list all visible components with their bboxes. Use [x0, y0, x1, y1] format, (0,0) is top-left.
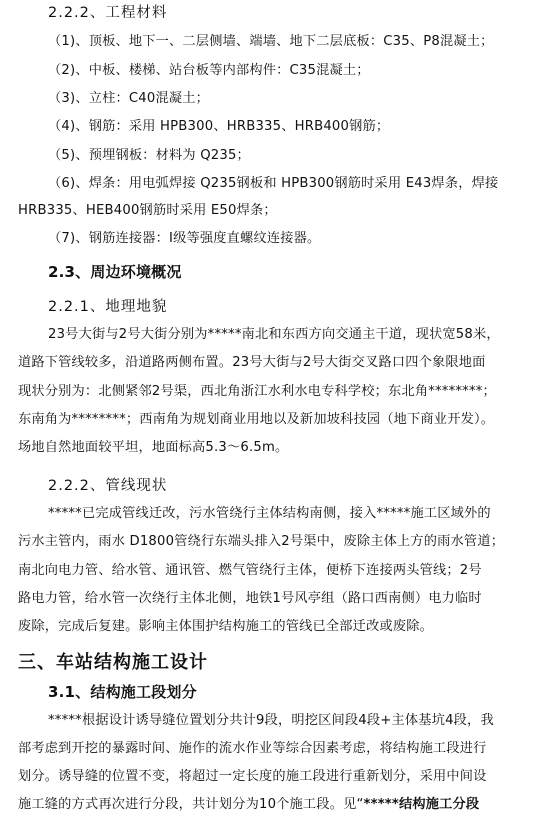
material-item-6: （6)、焊条：用电弧焊接 Q235钢板和 HPB300钢筋时采用 E43焊条，焊接: [48, 176, 499, 191]
paragraph-line: *****已完成管线迁改，污水管绕行主体结构南侧，接入*****施工区域外的: [48, 506, 491, 521]
paragraph-line: *****根据设计诱导缝位置划分共计9段，明挖区间段4段+主体基坑4段，我: [48, 713, 494, 728]
paragraph-line: 东南角为********；西南角为规划商业用地以及新加坡科技园（地下商业开发）。: [18, 412, 495, 427]
paragraph-line: 23号大街与2号大街分别为*****南北和东西方向交通主干道，现状宽58米，: [48, 327, 500, 342]
paragraph-line: 场地自然地面较平坦，地面标高5.3～6.5m。: [18, 440, 289, 455]
subsection-heading-pipelines: 2.2.2、管线现状: [48, 478, 168, 494]
material-item-2: （2)、中板、楼梯、站台板等内部构件：C35混凝土；: [48, 63, 370, 78]
paragraph-line-last: [0, 796, 547, 814]
section-heading-construction-segments: 3.1、结构施工段划分: [48, 683, 197, 701]
section-heading-materials: 2.2.2、工程材料: [48, 5, 168, 21]
paragraph-line: 部考虑到开挖的暴露时间、施作的流水作业等综合因素考虑，将结构施工段进行: [18, 741, 487, 756]
material-item-7: （7)、钢筋连接器：Ⅰ级等强度直螺纹连接器。: [48, 231, 321, 246]
chapter-heading-structure-design: 三、车站结构施工设计: [18, 652, 208, 673]
material-item-6-cont: HRB335、HEB400钢筋时采用 E50焊条；: [18, 203, 277, 218]
material-item-4: （4)、钢筋：采用 HPB300、HRB335、HRB400钢筋；: [48, 119, 390, 134]
paragraph-line: 道路下管线较多，沿道路两侧布置。23号大街与2号大街交叉路口四个象限地面: [18, 355, 486, 370]
paragraph-line: 污水主管内，雨水 D1800管绕行东端头排入2号渠中，废除主体上方的雨水管道；: [18, 534, 505, 549]
section-heading-environment: 2.3、周边环境概况: [48, 263, 182, 281]
paragraph-line: 现状分别为：北侧紧邻2号渠，西北角浙江水利水电专科学校；东北角********；: [18, 384, 496, 399]
paragraph-line: 路电力管，给水管一次绕行主体北侧，地铁1号风亭组（路口西南侧）电力临时: [18, 591, 482, 606]
material-item-1: （1)、顶板、地下一、二层侧墙、端墙、地下二层底板：C35、P8混凝土；: [48, 34, 494, 49]
paragraph-line: 废除，完成后复建。影响主体围护结构施工的管线已全部迁改或废除。: [18, 619, 434, 634]
material-item-3: （3)、立柱：C40混凝土；: [48, 91, 210, 106]
paragraph-line: 划分。诱导缝的位置不变，将超过一定长度的施工段进行重新划分，采用中间设: [18, 769, 487, 784]
paragraph-line: 南北向电力管、给水管、通讯管、燃气管绕行主体，便桥下连接两头管线；2号: [18, 563, 482, 578]
paragraph-text: 施工缝的方式再次进行分段，共计划分为10个施工段。见“: [18, 797, 364, 812]
material-item-5: （5)、预埋钢板：材料为 Q235；: [48, 148, 250, 163]
subsection-heading-geography: 2.2.1、地理地貌: [48, 299, 168, 315]
bold-reference: *****结构施工分段: [363, 797, 480, 812]
